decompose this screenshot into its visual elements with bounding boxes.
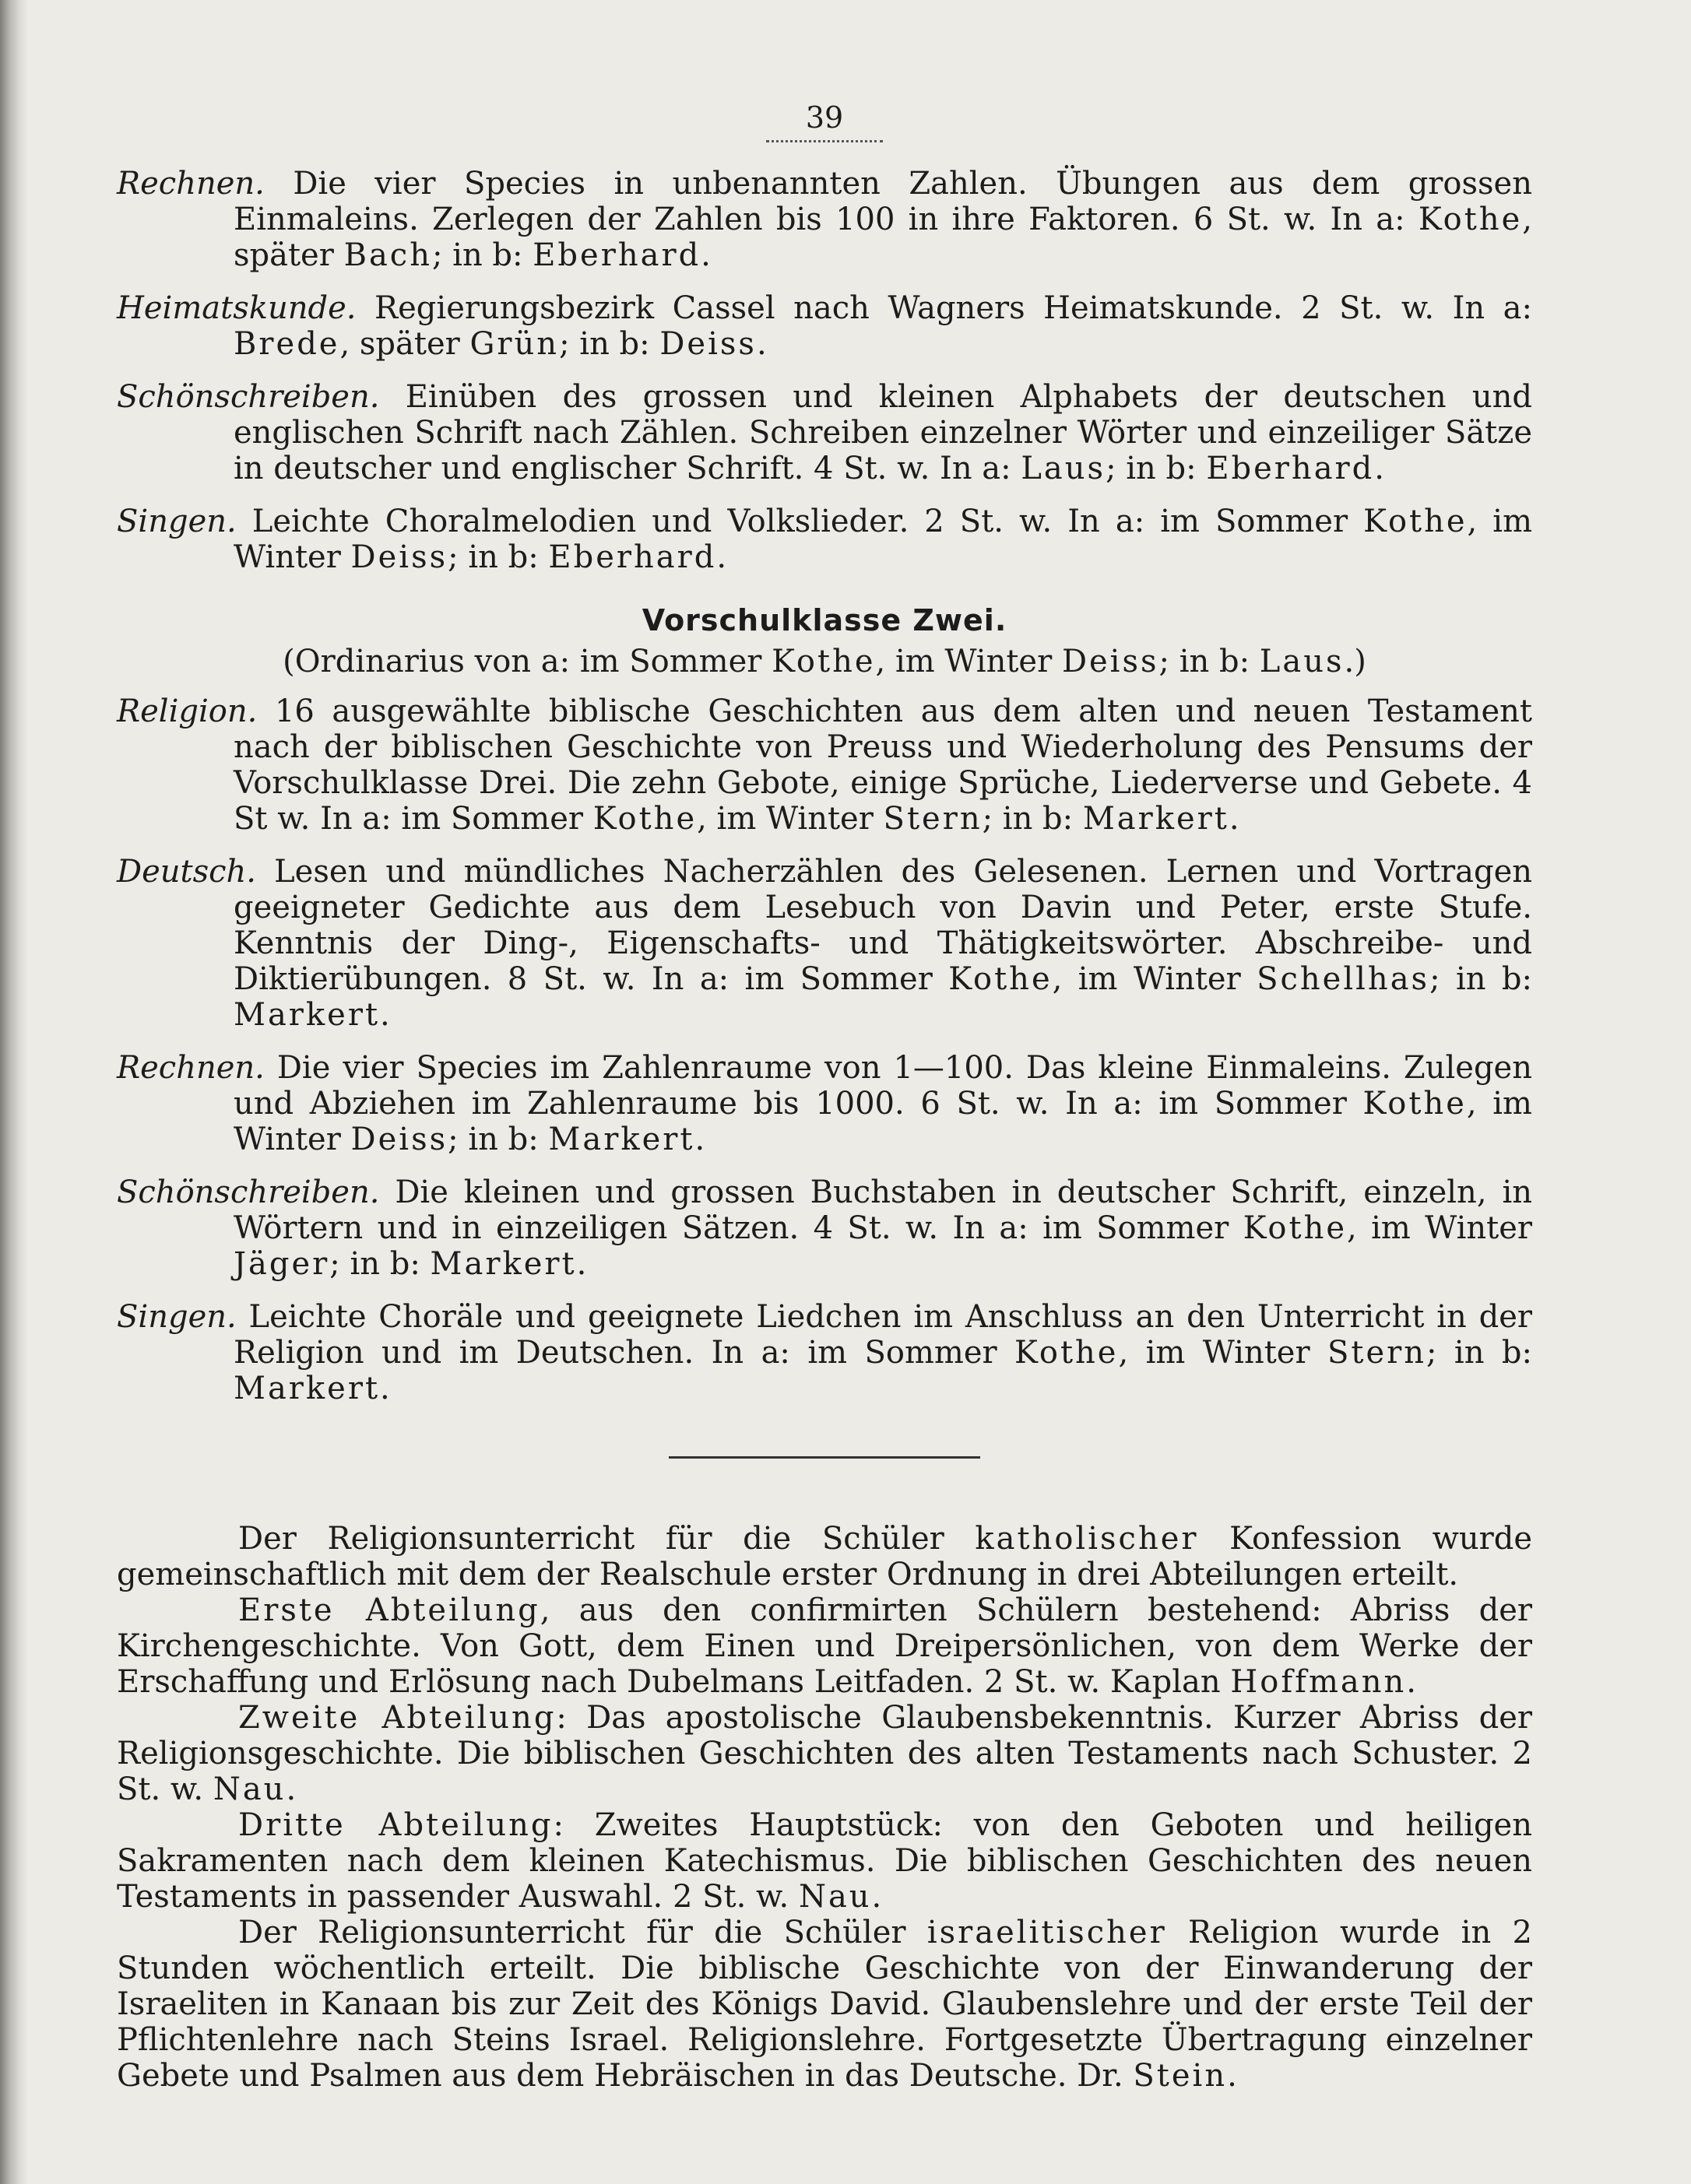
spaced-name: Eberhard	[548, 539, 717, 575]
text-run: , im Winter	[234, 1086, 1532, 1157]
subject-entry	[117, 1050, 1532, 1157]
page-content	[117, 101, 1532, 2094]
text-run: Religion wurde in 2 Stunden wöchentlich erteilt. Die biblische Geschichte von der Einwanderung der Israeliten in Kanaan bis zur Zeit des Königs David. Glaubenslehre und der erste Teil der Pflichtenlehre nach Steins Israel. Religionslehre. Fortgesetzte Übertragung einzelner Gebete und Psalmen aus dem Hebräischen in das Deutsche. Dr.	[117, 1915, 1533, 2094]
text-run: Die vier Species in unbenannten Zahlen. Übungen aus dem grossen Einmaleins. Zerlegen der Zahlen bis 100 in ihre Faktoren. 6 St. w. In a:	[234, 166, 1532, 237]
text-run: , im Winter	[697, 801, 884, 837]
spaced-name: Erste Abteilung	[238, 1592, 540, 1628]
subject-entry	[117, 379, 1532, 486]
spaced-name: Eberhard	[533, 237, 701, 273]
subject-list-upper	[117, 166, 1532, 575]
spaced-name: Markert	[234, 997, 381, 1033]
text-run: Die kleinen und grossen Buchstaben in deutscher Schrift, einzeln, in Wörtern und in einzeiligen Sätzen. 4 St. w. In a: im Sommer	[234, 1175, 1532, 1246]
text-run: .	[1406, 1664, 1416, 1700]
text-run: ; in b:	[1429, 961, 1532, 997]
text-run: 16 ausgewählte biblische Geschichten aus dem alten und neuen Testament nach der biblischen Geschichte von Preuss und Wiederholung des Pensums der Vorschulklasse Drei. Die zehn Gebote, einige Sprüche, Liederverse und Gebete. 4 St w. In a: im Sommer	[234, 693, 1533, 837]
spaced-name: Schellhas	[1257, 961, 1430, 997]
spaced-name: Kothe	[1363, 504, 1468, 539]
subject-entry	[117, 854, 1532, 1033]
spaced-name: Deiss	[350, 539, 448, 575]
text-run: Einüben des grossen und kleinen Alphabets der deutschen und englischen Schrift nach Zählen. Schreiben einzelner Wörter und einzeiliger Sätze in deutscher und englischer Schrift. 4 St. w. In a:	[234, 379, 1532, 486]
spaced-name: Laus	[1259, 644, 1345, 679]
text-run: .	[380, 997, 390, 1033]
text-run: , im Winter	[234, 504, 1533, 575]
spaced-name: Stern	[883, 801, 983, 837]
text-run: , später	[234, 202, 1532, 273]
text-run: .	[1229, 801, 1239, 837]
text-run: Regierungsbezirk Cassel nach Wagners Heimatskunde. 2 St. w. In a:	[374, 290, 1532, 326]
paragraph	[117, 1915, 1532, 2094]
spaced-name: Kothe	[592, 801, 698, 837]
subject-label: Singen.	[117, 504, 237, 539]
subject-entry	[117, 1299, 1532, 1406]
text-run: Der Religionsunterricht für die Schüler	[238, 1521, 976, 1557]
subject-label: Deutsch.	[117, 854, 256, 890]
text-run: Leichte Choralmelodien und Volkslieder. 2 St. w. In a: im Sommer	[251, 504, 1364, 539]
text-run: .	[871, 1879, 882, 1915]
text-run: Der Religionsunterricht für die Schüler	[238, 1915, 927, 1951]
text-run: .	[380, 1371, 390, 1406]
spaced-name: Deiss	[1061, 644, 1159, 679]
text-run: .	[701, 237, 711, 273]
subject-label: Rechnen.	[117, 1050, 265, 1086]
text-run: .	[1227, 2058, 1237, 2094]
subject-entry	[117, 1175, 1532, 1282]
text-run: .)	[1344, 644, 1366, 679]
spaced-name: Nau	[213, 1771, 287, 1807]
text-run: .	[756, 326, 767, 362]
subject-label: Rechnen.	[117, 166, 265, 202]
text-run: .	[1374, 451, 1384, 486]
section-title: Vorschulklasse Zwei.	[642, 603, 1007, 637]
text-run: Leichte Choräle und geeignete Liedchen im Anschluss an den Unterricht in der Religion und im Deutschen. In a: im Sommer	[234, 1299, 1532, 1371]
spaced-name: Nau	[798, 1879, 872, 1915]
subject-label: Singen.	[117, 1299, 237, 1335]
text-run: : Zweites Hauptstück: von den Geboten und heiligen Sakramenten nach dem kleinen Katechismus. Die biblischen Geschichten des neuen Testaments in passender Auswahl. 2 St. w.	[117, 1807, 1532, 1915]
paragraph	[117, 1700, 1532, 1807]
spaced-name: Kothe	[948, 961, 1053, 997]
spaced-name: Markert	[430, 1246, 577, 1282]
spaced-name: Hoffmann	[1230, 1664, 1407, 1700]
religion-notes	[117, 1521, 1532, 2094]
text-run: , im Winter	[875, 644, 1062, 679]
subject-list-section	[117, 693, 1532, 1406]
subject-entry	[117, 166, 1532, 273]
spaced-name: Kothe	[1362, 1086, 1467, 1122]
spaced-name: katholischer	[975, 1521, 1199, 1557]
text-run: ; in b:	[448, 539, 549, 575]
spaced-name: Bach	[343, 237, 432, 273]
text-run: ; in b:	[448, 1122, 549, 1157]
text-run: Die vier Species im Zahlenraume von 1—100. Das kleine Einmaleins. Zulegen und Abziehen im Zahlenraume bis 1000. 6 St. w. In a: im Sommer	[234, 1050, 1532, 1122]
text-run: Konfession wurde gemeinschaftlich mit dem der Realschule erster Ordnung in drei Abteilungen erteilt.	[117, 1521, 1532, 1592]
spaced-name: Deiss	[659, 326, 757, 362]
spaced-name: Stein	[1133, 2058, 1228, 2094]
text-run: , im Winter	[1347, 1210, 1532, 1246]
subject-entry	[117, 693, 1532, 837]
subject-entry	[117, 504, 1532, 575]
spaced-name: Stern	[1327, 1335, 1427, 1371]
subject-entry	[117, 290, 1532, 362]
text-run: ; in b:	[329, 1246, 431, 1282]
spaced-name: Kothe	[772, 644, 876, 679]
spaced-name: Deiss	[350, 1122, 448, 1157]
page-number: 39	[805, 100, 844, 135]
spaced-name: Laus	[1021, 451, 1106, 486]
text-run: ; in b:	[982, 801, 1083, 837]
spaced-name: Brede	[234, 326, 340, 362]
text-run: ; in b:	[1426, 1335, 1532, 1371]
page-number-ornament	[766, 139, 883, 142]
spaced-name: Markert	[548, 1122, 695, 1157]
text-run: ; in b:	[1106, 451, 1207, 486]
text-run: : Das apostolische Glaubensbekenntnis. Kurzer Abriss der Religionsgeschichte. Die biblischen Geschichten des alten Testaments nach Schuster. 2 St. w.	[117, 1700, 1532, 1807]
text-run: ; in b:	[1158, 644, 1260, 679]
spaced-name: Kothe	[1418, 202, 1523, 237]
text-run: .	[286, 1771, 297, 1807]
spaced-name: Eberhard	[1206, 451, 1375, 486]
spaced-name: israelitischer	[926, 1915, 1167, 1951]
text-run: .	[576, 1246, 587, 1282]
text-run: ; in b:	[431, 237, 533, 273]
text-run: .	[716, 539, 727, 575]
page-binding-edge	[0, 0, 28, 2184]
text-run: .	[694, 1122, 705, 1157]
paragraph	[117, 1592, 1532, 1700]
text-run: , im Winter	[1052, 961, 1257, 997]
section-divider	[669, 1456, 980, 1459]
subject-label: Schönschreiben.	[117, 1175, 380, 1210]
text-run: (Ordinarius von a: im Sommer	[283, 644, 772, 679]
text-run: Lesen und mündliches Nacherzählen des Gelesenen. Lernen und Vortragen geeigneter Gedichte aus dem Lesebuch von Davin und Peter, erste Stufe. Kenntnis der Ding-, Eigenschafts- und Thätigkeitswörter. Abschreibe- und Diktierübungen. 8 St. w. In a: im Sommer	[234, 854, 1532, 997]
subject-label: Religion.	[117, 693, 258, 729]
text-run: , aus den confirmirten Schülern bestehend: Abriss der Kirchengeschichte. Von Gott, dem Einen und Dreipersönlichen, von dem Werke der Erschaffung und Erlösung nach Dubelmans Leitfaden. 2 St. w. Kaplan	[117, 1592, 1533, 1700]
subject-label: Heimatskunde.	[117, 290, 357, 326]
spaced-name: Markert	[234, 1371, 381, 1406]
section-subtitle	[117, 644, 1532, 679]
text-run: , im Winter	[1118, 1335, 1327, 1371]
spaced-name: Zweite Abteilung	[238, 1700, 557, 1736]
paragraph	[117, 1521, 1532, 1592]
spaced-name: Kothe	[1243, 1210, 1348, 1246]
spaced-name: Jäger	[234, 1246, 330, 1282]
spaced-name: Grün	[469, 326, 560, 362]
spaced-name: Dritte Abteilung	[238, 1807, 554, 1843]
subject-label: Schönschreiben.	[117, 379, 380, 415]
spaced-name: Markert	[1082, 801, 1229, 837]
text-run: , später	[339, 326, 470, 362]
text-run: ; in b:	[559, 326, 660, 362]
spaced-name: Kothe	[1014, 1335, 1119, 1371]
paragraph	[117, 1807, 1532, 1915]
